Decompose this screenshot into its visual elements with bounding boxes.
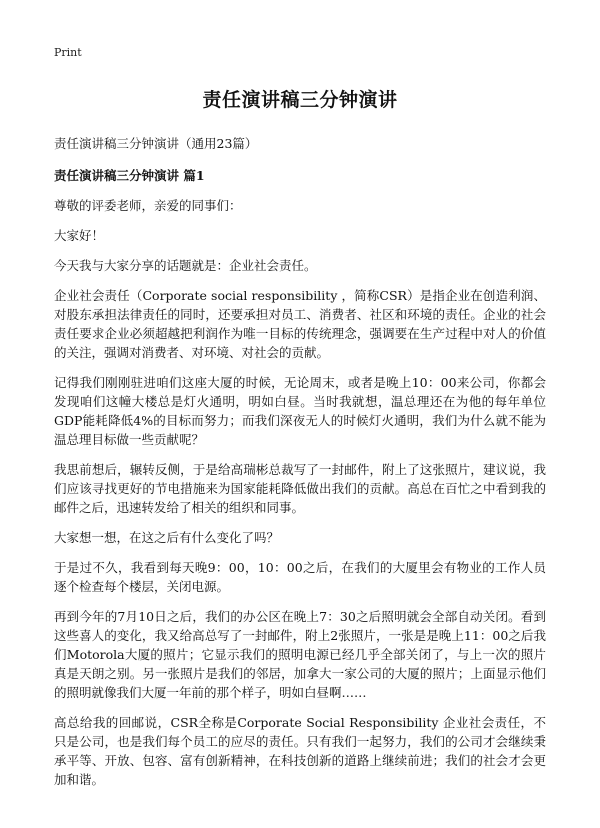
document-subtitle: 责任演讲稿三分钟演讲（通用23篇） [54, 136, 258, 151]
paragraph-email: 我思前想后，辗转反侧，于是给高瑞彬总裁写了一封邮件，附上了这张照片，建议说，我们应该寻找更好的节电措施来为国家能耗降低做出我们的贡献。高总在百忙之中看到我的邮件之后，迅速转发给了相关的组织和同事。 [54, 462, 546, 515]
paragraph-reply: 高总给我的回邮说，CSR全称是Corporate Social Responsibility 企业社会责任，不只是公司，也是我们每个员工的应尽的责任。只有我们一起努力，我们的公司才会继续秉承平等、开放、包容、富有创新精神，在科技创新的道路上继续前进；我们的社会才会更加和谐。 [54, 715, 546, 787]
paragraph-inspection: 于是过不久，我看到每天晚9：00，10：00之后，在我们的大厦里会有物业的工作人员逐个检查每个楼层，关闭电源。 [54, 560, 546, 594]
paragraph-building-lights: 记得我们刚刚驻进咱们这座大厦的时候，无论周末，或者是晚上10：00来公司，你都会发现咱们这幢大楼总是灯火通明，明如白昼。当时我就想，温总理还在为他的每年单位GDP能耗降低4%的目标而努力；而我们深夜无人的时候灯火通明，我们为什么就不能为温总理目标做一些贡献呢？ [54, 375, 546, 447]
paragraph-greeting: 尊敬的评委老师，亲爱的同事们： [54, 198, 242, 213]
paragraph-hello: 大家好！ [54, 228, 105, 243]
section-heading: 责任演讲稿三分钟演讲 篇1 [54, 168, 205, 183]
print-label[interactable]: Print [54, 46, 82, 59]
paragraph-topic: 今天我与大家分享的话题就是：企业社会责任。 [54, 258, 317, 273]
page-title: 责任演讲稿三分钟演讲 [202, 89, 398, 111]
paragraph-question: 大家想一想，在这之后有什么变化了吗？ [54, 530, 280, 545]
paragraph-csr-definition: 企业社会责任（Corporate social responsibility ，简称CSR）是指企业在创造利润、对股东承担法律责任的同时，还要承担对员工、消费者、社区和环境的责任。企业的社会责任要求企业必须超越把利润作为唯一目标的传统理念，强调要在生产过程中对人的价值的关注，强调对消费者、对环境、对社会的贡献。 [54, 288, 546, 360]
paragraph-changes: 再到今年的7月10日之后，我们的办公区在晚上7：30之后照明就会全部自动关闭。看到这些喜人的变化，我又给高总写了一封邮件，附上2张照片，一张是是晚上11：00之后我们Motorola大厦的照片；它显示我们的照明电源已经几乎全部关闭了，与上一次的照片真是天朗之别。另一张照片是我们的邻居，加拿大一家公司的大厦的照片；上面显示他们的照明就像我们大厦一年前的那个样子，明如白昼啊…… [54, 609, 546, 700]
